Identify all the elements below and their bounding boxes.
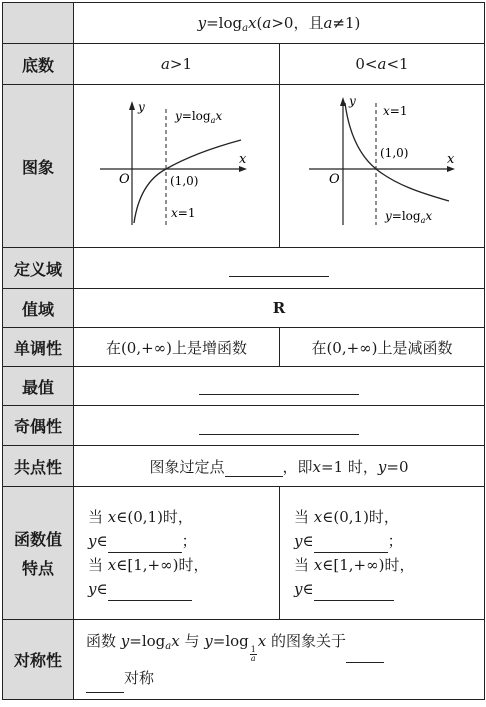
log-function-properties-table — [2, 2, 484, 705]
features-label-line2: 特点 — [21, 559, 54, 578]
features-decreasing: 当 x∈(0,1)时， y∈ ； 当 x∈[1,+∞)时， y∈ — [280, 487, 485, 620]
symmetry-row — [3, 620, 485, 700]
base-a-var: a — [160, 55, 170, 73]
range-label: 值域 — [3, 289, 74, 328]
base-fraction: $\frac{1}{a}$ — [250, 645, 256, 663]
common-point-eq1: =1 时， — [321, 457, 378, 476]
monotonic-row — [3, 328, 485, 367]
symmetry-blank-a[interactable] — [346, 646, 384, 663]
graph-increasing — [75, 85, 279, 243]
graph-decreasing — [281, 85, 484, 243]
monotonic-label: 单调性 — [3, 328, 74, 367]
extremum-blank[interactable] — [199, 378, 359, 395]
parity-label: 奇偶性 — [3, 406, 74, 446]
header-cond-gt0: >0，且 — [271, 14, 324, 32]
header-y: y — [197, 14, 207, 32]
header-corner-cell — [3, 3, 74, 44]
common-point-mid: ，即 — [282, 457, 313, 476]
graph-label: 图象 — [3, 85, 74, 248]
base-label: 底数 — [3, 44, 74, 85]
origin-label: O — [328, 172, 340, 187]
features-right-blank-1[interactable] — [314, 536, 388, 553]
graph-increasing-cell — [74, 85, 280, 248]
asymptote-label: x=1 — [170, 206, 195, 220]
base-between-rest: <1 — [386, 55, 409, 73]
common-point-label: 共点性 — [3, 446, 74, 487]
features-row — [3, 487, 485, 620]
asymptote-label: x=1 — [382, 104, 407, 118]
function-header — [74, 3, 485, 44]
common-point-y: y — [377, 457, 387, 476]
common-point-x: x — [312, 457, 321, 476]
domain-blank[interactable] — [229, 260, 329, 277]
features-left-blank-1[interactable] — [108, 536, 182, 553]
base-a-between — [280, 44, 485, 85]
graph-row — [3, 85, 485, 248]
y-axis-label: y — [137, 100, 145, 114]
features-left-blank-2[interactable] — [108, 584, 192, 601]
common-point-cell — [74, 446, 485, 487]
domain-row — [3, 248, 485, 289]
base-row — [3, 44, 485, 85]
origin-label: O — [118, 172, 130, 187]
parity-row — [3, 406, 485, 446]
symmetry-cell: 函数 $y=\log_ax$ 与 y=log $\frac{1}{a}$ x 的图象关于 对称 — [74, 620, 485, 700]
header-row — [3, 3, 485, 44]
range-value: R — [74, 289, 485, 328]
base-between-pre: 0< — [355, 55, 378, 73]
point-label: (1,0) — [379, 146, 408, 160]
common-point-pre: 图象过定点 — [149, 457, 225, 476]
func-label: $y=\log_ax$ — [384, 209, 432, 225]
features-right-blank-2[interactable] — [314, 584, 394, 601]
range-row — [3, 289, 485, 328]
header-cond-a2: a — [323, 14, 333, 32]
monotonic-decreasing: 在(0,+∞)上是减函数 — [280, 328, 485, 367]
point-label: (1,0) — [169, 174, 198, 188]
y-axis-arrow — [129, 101, 135, 110]
x-axis-label: x — [238, 152, 246, 167]
features-label — [3, 487, 74, 620]
header-cond-ne1: ≠1) — [332, 14, 361, 32]
monotonic-increasing: 在(0,+∞)上是增函数 — [74, 328, 280, 367]
common-point-blank[interactable] — [225, 460, 283, 477]
header-log: =log — [206, 14, 243, 32]
base-a-gt-rest: >1 — [169, 55, 193, 73]
domain-label: 定义域 — [3, 248, 74, 289]
header-x: x — [248, 14, 257, 32]
x-axis-label: x — [446, 152, 454, 167]
features-label-line1: 函数值 — [13, 530, 62, 549]
header-cond-a1: a — [262, 14, 272, 32]
header-base: a — [242, 23, 249, 34]
func-label: $y=\log_ax$ — [174, 109, 222, 125]
parity-cell — [74, 406, 485, 446]
extremum-row — [3, 367, 485, 406]
parity-blank[interactable] — [199, 418, 359, 435]
common-point-row — [3, 446, 485, 487]
symmetry-blank-b[interactable] — [86, 676, 124, 693]
y-axis-label: y — [348, 94, 356, 108]
domain-cell — [74, 248, 485, 289]
base-between-var: a — [377, 55, 387, 73]
extremum-label: 最值 — [3, 367, 74, 406]
header-cond-open: ( — [256, 14, 263, 32]
extremum-cell — [74, 367, 485, 406]
features-increasing: 当 x∈(0,1)时， y∈ ； 当 x∈[1,+∞)时， y∈ — [74, 487, 280, 620]
common-point-eq2: =0 — [386, 457, 409, 476]
symmetry-label: 对称性 — [3, 620, 74, 700]
base-a-greater-1 — [74, 44, 280, 85]
graph-decreasing-cell — [280, 85, 485, 248]
